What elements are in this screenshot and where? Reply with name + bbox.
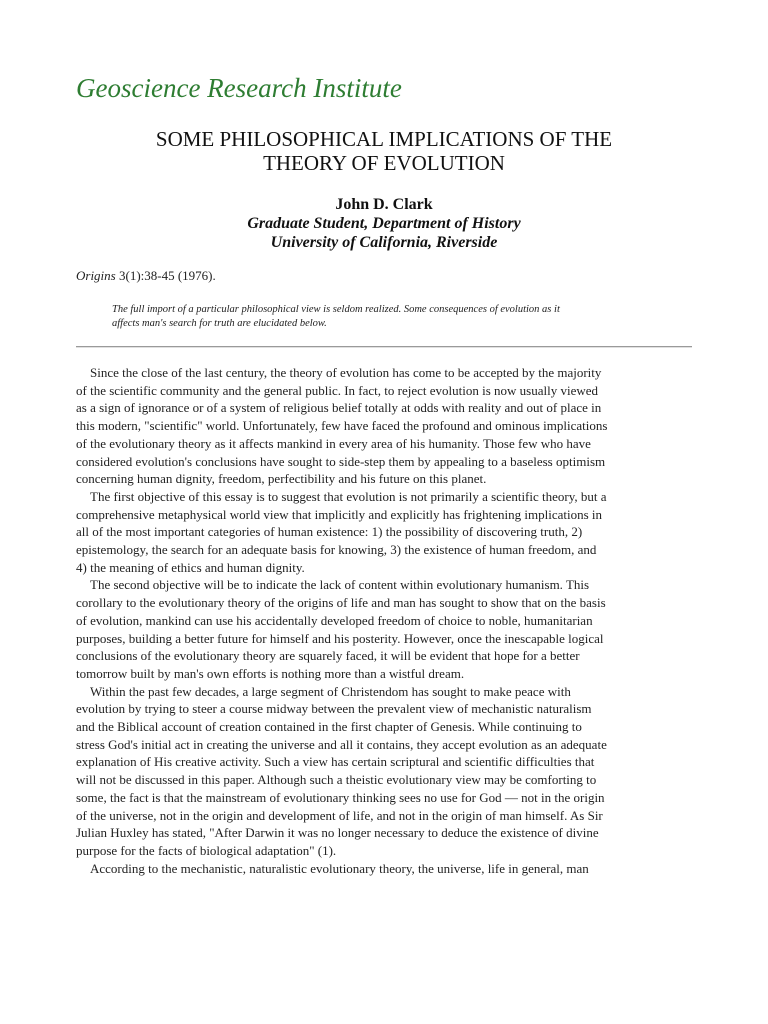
body-paragraph xyxy=(76,364,692,488)
body-line: all of the most important categories of human existence: 1) the possibility of discovering truth, 2) xyxy=(76,524,583,540)
body-line: corollary to the evolutionary theory of the origins of life and man has sought to show that on the basis xyxy=(76,595,606,611)
article-title xyxy=(76,127,692,175)
body-line: this modern, "scientific" world. Unfortunately, few have faced the profound and ominous implications xyxy=(76,418,608,434)
body-line: epistemology, the search for an adequate basis for knowing, 3) the existence of human freedom, and xyxy=(76,542,597,558)
citation-journal: Origins xyxy=(76,268,116,283)
body-line: as a sign of ignorance or of a system of religious belief totally at odds with reality and out of place in xyxy=(76,400,602,416)
body-line: explanation of His creative activity. Such a view has certain scriptural and scientific difficulties that xyxy=(76,754,595,770)
body-line: Julian Huxley has stated, "After Darwin it was no longer necessary to deduce the existence of divine xyxy=(76,825,599,841)
affiliation-university: University of California, Riverside xyxy=(270,234,498,251)
title-line-1: SOME PHILOSOPHICAL IMPLICATIONS OF THE xyxy=(155,127,613,151)
abstract-line-1: The full import of a particular philosophical view is seldom realized. Some consequences of evolution as it xyxy=(112,304,560,315)
body-line: some, the fact is that the mainstream of evolutionary thinking sees no use for God — not in the origin xyxy=(76,789,605,805)
section-divider xyxy=(76,346,692,348)
body-line: tomorrow built by man's own efforts is nothing more than a wistful dream. xyxy=(76,665,465,681)
body-paragraph xyxy=(76,683,692,860)
body-line: of evolution, mankind can use his accidentally developed freedom of choice to noble, humanitarian xyxy=(76,612,593,628)
body-line: evolution by trying to steer a course midway between the prevalent view of mechanistic naturalism xyxy=(76,701,592,717)
body-line: The first objective of this essay is to suggest that evolution is not primarily a scientific theory, but a xyxy=(90,488,607,504)
body-line: purpose for the facts of biological adaptation" (1). xyxy=(76,842,337,858)
body-line: considered evolution's conclusions have sought to side-step them by appealing to a baseless optimism xyxy=(76,453,606,469)
body-line: stress God's initial act in creating the universe and all it contains, they accept evolution as an adequate xyxy=(76,736,607,752)
body-line: The second objective will be to indicate the lack of content within evolutionary humanism. This xyxy=(90,577,590,593)
body-paragraph xyxy=(76,860,692,878)
author-block xyxy=(76,195,692,252)
body-line: of the evolutionary theory as it affects mankind in every area of his humanity. Those few who have xyxy=(76,435,591,451)
body-line: Within the past few decades, a large segment of Christendom has sought to make peace with xyxy=(90,683,571,699)
affiliation-department: Graduate Student, Department of History xyxy=(247,215,521,232)
body-line: of the scientific community and the general public. In fact, to reject evolution is now usually viewed xyxy=(76,382,599,398)
body-line: purposes, building a better future for himself and his posterity. However, once the inescapable logical xyxy=(76,630,604,646)
abstract-line-2: affects man's search for truth are elucidated below. xyxy=(112,318,327,329)
article-body xyxy=(76,364,692,877)
body-line: 4) the meaning of ethics and human dignity. xyxy=(76,559,305,575)
body-paragraph xyxy=(76,576,692,682)
citation-details: 3(1):38-45 (1976). xyxy=(115,268,216,283)
body-line: Since the close of the last century, the theory of evolution has come to be accepted by the majority xyxy=(90,365,602,380)
body-paragraph xyxy=(76,488,692,577)
body-line: and the Biblical account of creation contained in the first chapter of Genesis. While continuing to xyxy=(76,719,582,735)
citation xyxy=(76,268,216,284)
body-line: concerning human dignity, freedom, perfectibility and his future on this planet. xyxy=(76,471,487,487)
body-line: of the universe, not in the origin and development of life, and not in the origin of man himself. As Sir xyxy=(76,807,603,823)
body-line: will not be discussed in this paper. Although such a theistic evolutionary view may be comforting to xyxy=(76,772,597,788)
body-line: According to the mechanistic, naturalistic evolutionary theory, the universe, life in general, man xyxy=(90,860,589,876)
institute-heading: Geoscience Research Institute xyxy=(76,73,402,103)
abstract xyxy=(112,303,672,331)
title-line-2: THEORY OF EVOLUTION xyxy=(263,151,505,175)
body-line: conclusions of the evolutionary theory are squarely faced, it will be evident that hope for a better xyxy=(76,648,580,664)
body-line: comprehensive metaphysical world view that implicitly and explicitly has frightening implications in xyxy=(76,506,603,522)
author-name: John D. Clark xyxy=(335,196,433,213)
